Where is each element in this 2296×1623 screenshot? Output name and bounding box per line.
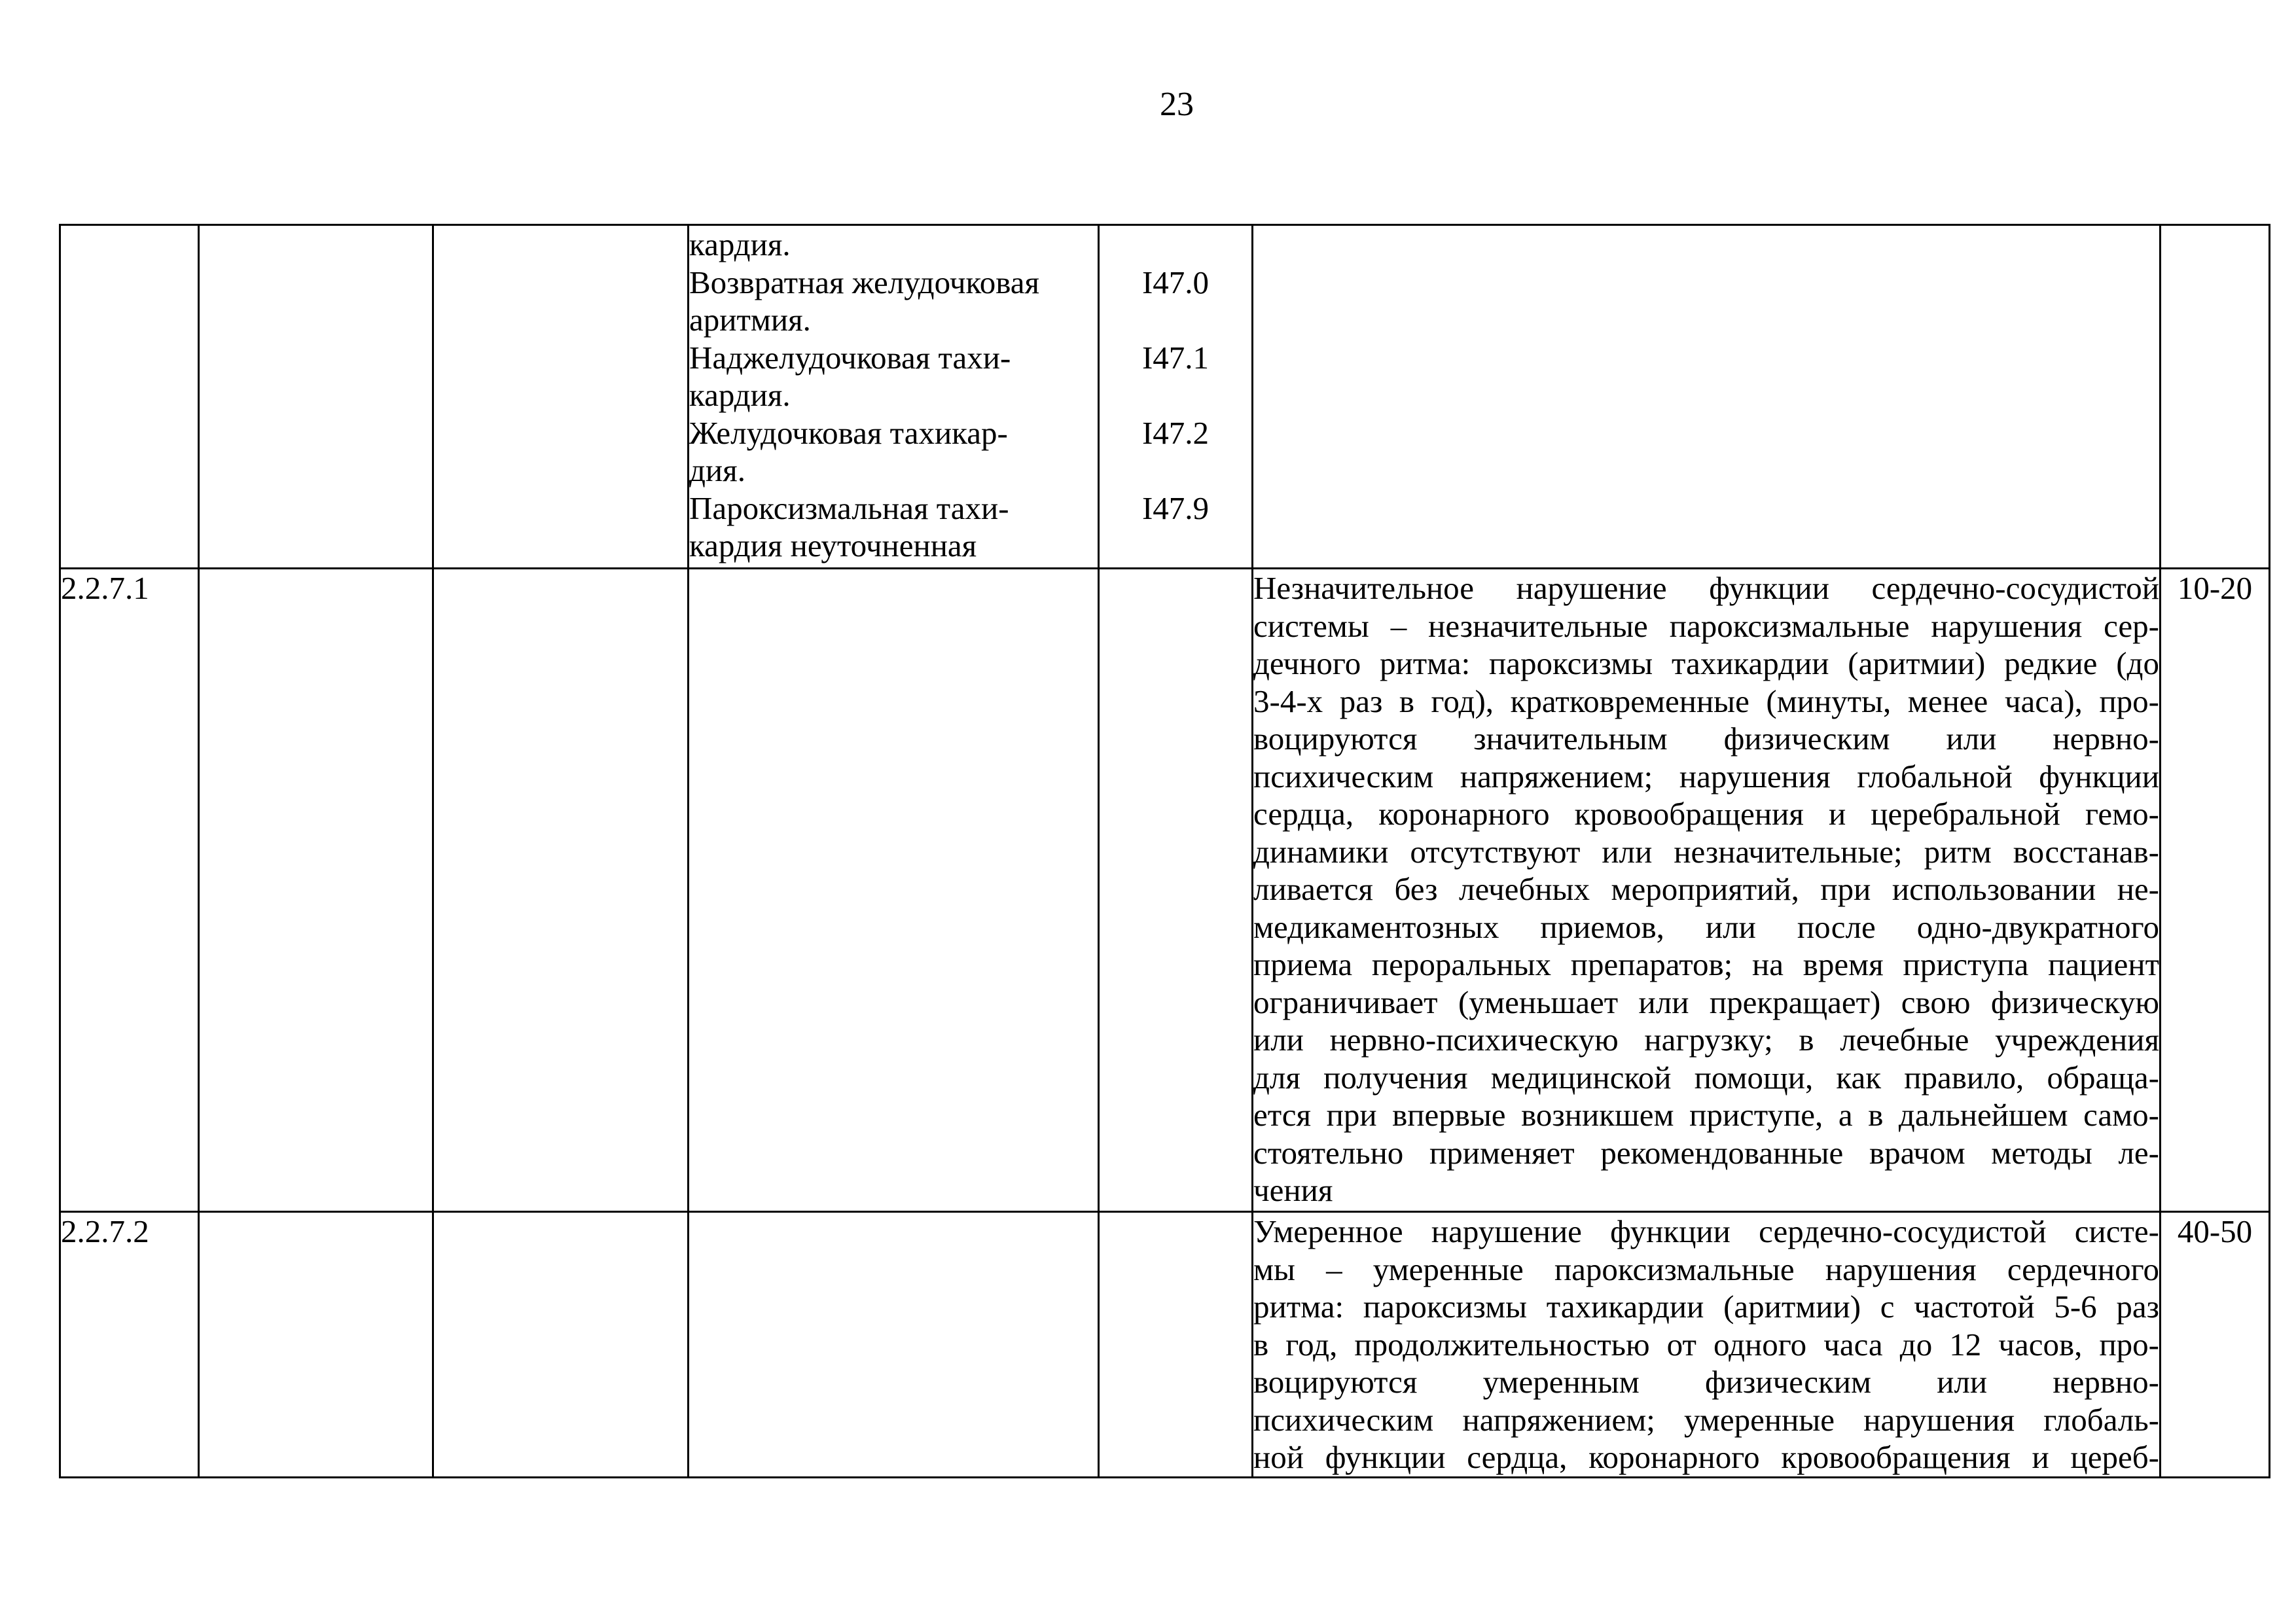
cell-number: 2.2.7.1	[60, 569, 199, 1212]
icd-code	[1100, 226, 1251, 264]
diagnosis-line: кардия неуточненная	[689, 527, 977, 563]
table-row-continuation	[60, 225, 2270, 569]
diagnosis-line: кардия.	[689, 226, 791, 262]
description-line: дечного ритма: пароксизмы тахикардии (аритмии) редкие (до	[1253, 645, 2159, 681]
cell-description	[1253, 569, 2161, 1212]
description-line: ограничивает (уменьшает или прекращает) свою физическую	[1253, 984, 2159, 1020]
description-line: медикаментозных приемов, или после одно-двукратного	[1253, 908, 2159, 945]
description-line: сердца, коронарного кровообращения и церебральной гемо-	[1253, 796, 2159, 832]
description-line: ной функции сердца, коронарного кровообращения и цереб-	[1253, 1439, 2159, 1475]
icd-code: I47.9	[1141, 490, 1210, 526]
icd-code: I47.2	[1141, 414, 1210, 451]
cell-empty	[433, 225, 689, 569]
description-line: в год, продолжительностью от одного часа до 12 часов, про-	[1253, 1326, 2159, 1363]
cell-percent	[2161, 225, 2270, 569]
icd-code	[1100, 452, 1251, 490]
cell-empty	[1099, 1212, 1253, 1478]
description-line: системы – незначительные пароксизмальные нарушения сер-	[1253, 607, 2159, 644]
description-line: приема пероральных препаратов; на время приступа пациент	[1253, 946, 2159, 982]
description-line: или нервно-психическую нагрузку; в лечебные учреждения	[1253, 1022, 2159, 1058]
description-line: ритма: пароксизмы тахикардии (аритмии) с частотой 5-6 раз	[1253, 1289, 2159, 1325]
page-number: 23	[1160, 86, 1194, 123]
description-line: Умеренное нарушение функции сердечно-сосудистой систе-	[1253, 1213, 2159, 1249]
description-line: 3-4-х раз в год), кратковременные (минуты, менее часа), про-	[1253, 683, 2159, 719]
diagnosis-line: Желудочковая тахикар-	[689, 414, 1008, 451]
diagnosis-line: кардия.	[689, 377, 791, 413]
description-line: психическим напряжением; нарушения глобальной функции	[1253, 758, 2159, 794]
cell-description	[1253, 225, 2161, 569]
description-line: ливается без лечебных мероприятий, при использовании не-	[1253, 871, 2159, 907]
cell-description	[1253, 1212, 2161, 1478]
cell-number	[60, 225, 199, 569]
cell-empty	[199, 1212, 433, 1478]
description-line: воцируются умеренным физическим или нервно-	[1253, 1364, 2159, 1400]
cell-empty	[689, 1212, 1099, 1478]
description-line: ется при впервые возникшем приступе, а в дальнейшем само-	[1253, 1097, 2159, 1133]
description-line: стоятельно применяет рекомендованные врачом методы ле-	[1253, 1134, 2159, 1171]
icd-code: I47.0	[1141, 264, 1210, 300]
icd-code	[1100, 301, 1251, 339]
diagnosis-line: дия.	[689, 452, 745, 488]
cell-empty	[433, 1212, 689, 1478]
cell-percent: 10-20	[2161, 569, 2270, 1212]
table-row	[60, 1212, 2270, 1478]
table-row	[60, 569, 2270, 1212]
diagnosis-line: Пароксизмальная тахи-	[689, 490, 1009, 526]
cell-empty	[199, 225, 433, 569]
cell-number: 2.2.7.2	[60, 1212, 199, 1478]
icd-code: I47.1	[1141, 339, 1210, 376]
description-line: мы – умеренные пароксизмальные нарушения сердечного	[1253, 1251, 2159, 1287]
diagnosis-line: Возвратная желудочковая	[689, 264, 1040, 300]
cell-diagnosis-names	[689, 225, 1099, 569]
cell-empty	[433, 569, 689, 1212]
cell-icd-codes	[1099, 225, 1253, 569]
cell-empty	[689, 569, 1099, 1212]
cell-empty	[1099, 569, 1253, 1212]
diagnosis-line: аритмия.	[689, 302, 811, 338]
cell-empty	[199, 569, 433, 1212]
diagnosis-line: Наджелудочковая тахи-	[689, 339, 1011, 376]
description-line: для получения медицинской помощи, как правило, обраща-	[1253, 1059, 2159, 1096]
criteria-table	[59, 224, 2270, 1478]
icd-code	[1100, 527, 1251, 565]
cell-percent: 40-50	[2161, 1212, 2270, 1478]
description-line: психическим напряжением; умеренные нарушения глобаль-	[1253, 1401, 2159, 1438]
description-line: воцируются значительным физическим или нервно-	[1253, 721, 2159, 757]
description-line: Незначительное нарушение функции сердечно-сосудистой	[1253, 570, 2159, 606]
icd-code	[1100, 376, 1251, 414]
description-line: чения	[1253, 1172, 1333, 1208]
description-line: динамики отсутствуют или незначительные; ритм восстанав-	[1253, 833, 2159, 870]
